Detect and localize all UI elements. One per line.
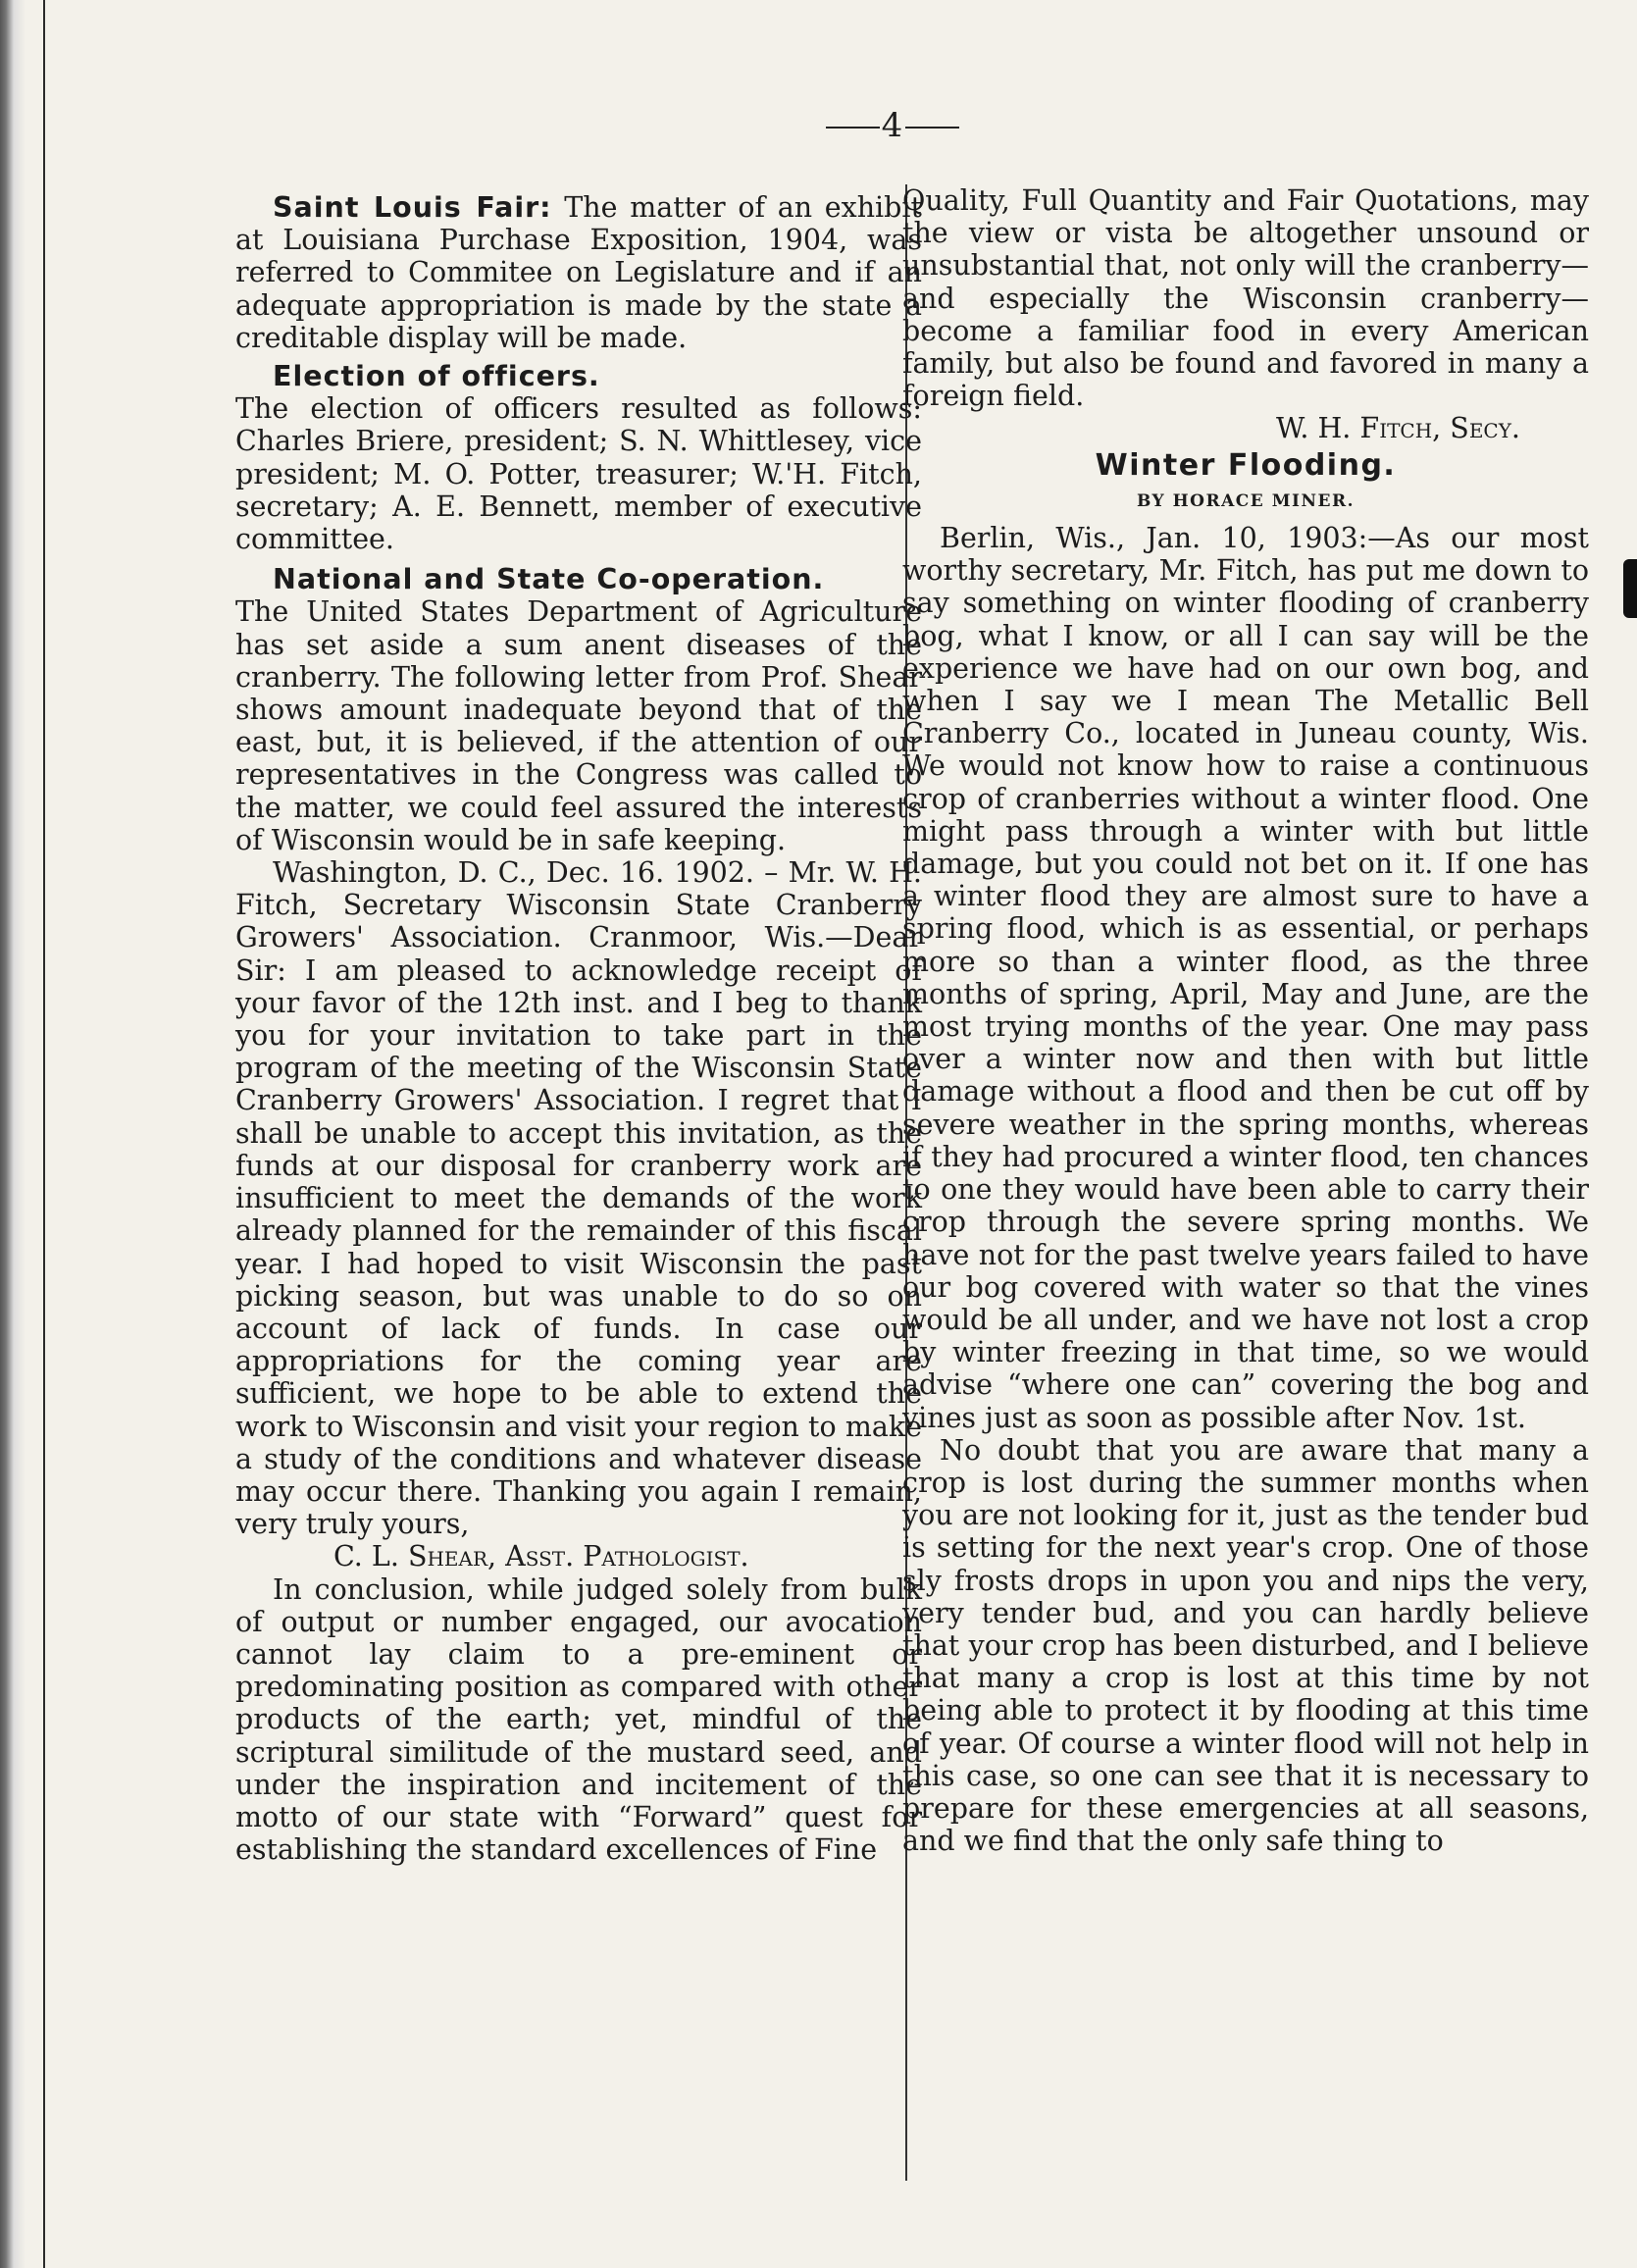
conclusion-paragraph: In conclusion, while judged solely from bulk of output or number engaged, our avocation cannot lay claim to a pre-eminent or predominating position as compared with other products of the earth; yet, mindful of the scriptural similitude of the mustard seed, and under the inspiration and incitement of the motto of our state with “Forward” quest for establishing the standard excellences of Fine — [235, 1572, 922, 1867]
byline: BY HORACE MINER. — [1136, 490, 1356, 511]
scan-mark — [1623, 559, 1637, 618]
scan-edge — [0, 0, 26, 2268]
election-paragraph: The election of officers resulted as follows: Charles Briere, president; S. N. Whittlesey, vice president; M. O. Potter, treasurer; W.'H. Fitch, secretary; A. E. Bennett, member of executive committee. — [235, 392, 922, 556]
saint-louis-fair-paragraph — [235, 191, 922, 354]
binding-line — [43, 0, 45, 2268]
right-column — [902, 184, 1589, 1857]
saint-louis-fair-text: The matter of an exhibit at Louisiana Purchase Exposition, 1904, was referred to Commitee on Legislature and if an adequate appropriation is made by the state a creditable display will be made. — [235, 191, 922, 354]
cooperation-heading: National and State Co-operation. — [273, 563, 825, 596]
winter-flooding-heading: Winter Flooding. — [1095, 447, 1397, 483]
cooperation-paragraph: The United States Department of Agriculture has set aside a sum anent diseases of the cranberry. The following letter from Prof. Shear shows amount inadequate beyond that of the east, but, it is believed, if the attention of our representatives in the Congress was called to the matter, we could feel assured the interests of Wisconsin would be in safe keeping. — [235, 595, 922, 856]
conclusion-continued-paragraph: Quality, Full Quantity and Fair Quotations, may the view or vista be altogether unsound or unsubstantial that, not only will the cranberry—and especially the Wisconsin cranberry—become a familiar food in every American family, but also be found and favored in many a foreign field. — [902, 184, 1589, 413]
election-heading: Election of officers. — [273, 360, 600, 393]
winter-flooding-paragraph-2: No doubt that you are aware that many a crop is lost during the summer months when you are not looking for it, just as the tender bud is setting for the next year's crop. One of those sly frosts drops in upon you and nips the very, very tender bud, and you can hardly believe that your crop has been disturbed, and I believe that many a crop is lost at this time by not being able to protect it by flooding at this time of year. Of course a winter flood will not help in this case, so one can see that it is necessary to prepare for these emergencies at all seasons, and we find that the only safe thing to — [902, 1433, 1589, 1858]
winter-flooding-paragraph-1: Berlin, Wis., Jan. 10, 1903:—As our most worthy secretary, Mr. Fitch, has put me down to say something on winter flooding of cranberry bog, what I know, or all I can say will be the experience we have had on our own bog, and when I say we I mean The Metallic Bell Cranberry Co., located in Juneau county, Wis. We would not know how to raise a continuous crop of cranberries without a winter flood. One might pass through a winter with but little damage, but you could not bet on it. If one has a winter flood they are almost sure to have a spring flood, which is as essential, or perhaps more so than a winter flood, as the three months of spring, April, May and June, are the most trying months of the year. One may pass over a winter now and then with but little damage without a flood and then be cut off by severe weather in the spring months, whereas if they had procured a winter flood, ten chances to one they would have been able to carry their crop through the severe spring months. We have not for the past twelve years failed to have our bog covered with water so that the vines would be all under, and we have not lost a crop by winter freezing in that time, so we would advise “where one can” covering the bog and vines just as soon as possible after Nov. 1st. — [902, 522, 1589, 1434]
left-column — [235, 191, 922, 1866]
fitch-signature: W. H. Fitch, Secy. — [1276, 412, 1520, 445]
saint-louis-fair-heading: Saint Louis Fair: — [273, 191, 552, 224]
page-number — [804, 106, 981, 145]
page-number-text: 4 — [881, 106, 904, 145]
letter-paragraph: Washington, D. C., Dec. 16. 1902. – Mr. W. H. Fitch, Secretary Wisconsin State Cranberry Growers' Association. Cranmoor, Wis.—Dear Sir: I am pleased to acknowledge receipt of your favor of the 12th inst. and I beg to thank you for your invitation to take part in the program of the meeting of the Wisconsin State Cranberry Growers' Association. I regret that I shall be unable to accept this invitation, as the funds at our disposal for cranberry work are insufficient to meet the demands of the work already planned for the remainder of this fiscal year. I had hoped to visit Wisconsin the past picking season, but was unable to do so on account of lack of funds. In case our appropriations for the coming year are sufficient, we hope to be able to extend the work to Wisconsin and visit your region to make a study of the conditions and whatever disease may occur there. Thanking you again I remain, very truly yours, — [235, 856, 922, 1541]
shear-signature: C. L. Shear, Asst. Pathologist. — [333, 1540, 749, 1573]
